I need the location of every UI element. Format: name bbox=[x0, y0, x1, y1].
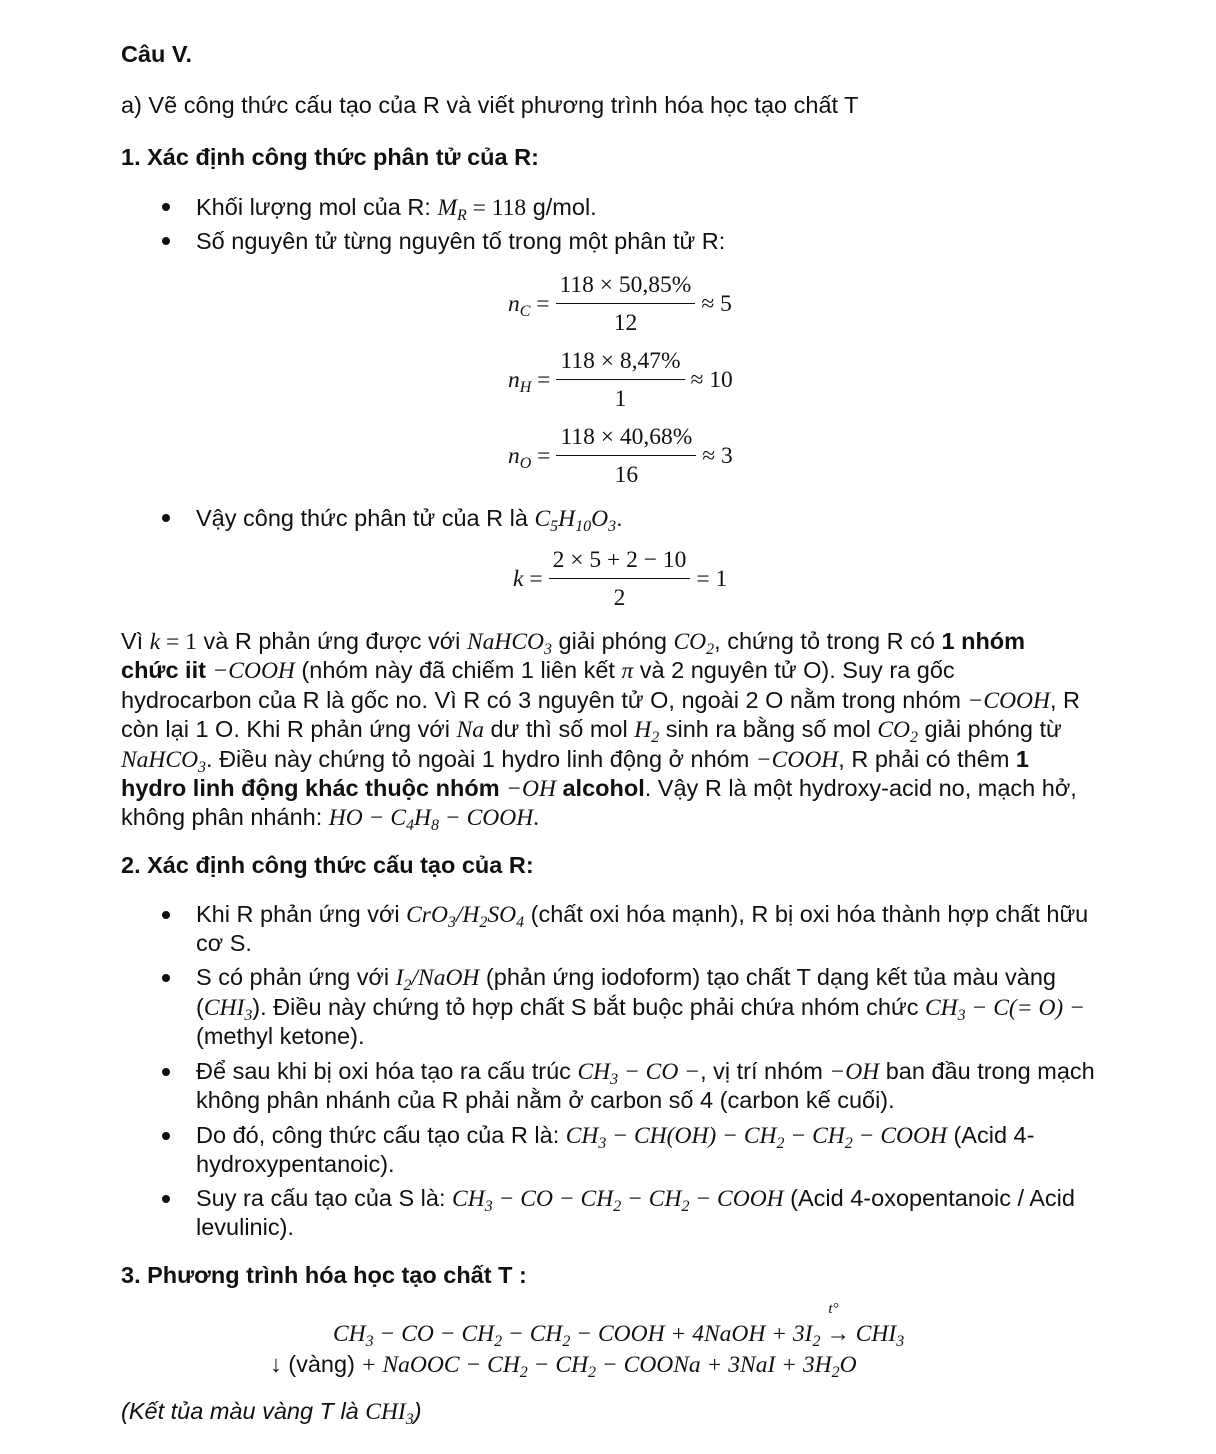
bullet bbox=[162, 974, 170, 982]
section-3-title: 3. Phương trình hóa học tạo chất T : bbox=[121, 1262, 527, 1288]
atom-count-line: Số nguyên tử từng nguyên tố trong một phân tử R: bbox=[196, 228, 726, 254]
r-structure-line-1: Do đó, công thức cấu tạo của R là: $CH_3 - CH(OH) - CH_2 - CH_2$ − COOH (Acid 4- bbox=[196, 1122, 1035, 1152]
paragraph-line-7: không phân nhánh: HO − $C_4H_8$ − COOH. bbox=[121, 804, 540, 834]
molecular-formula-line: Vậy công thức phân tử của R là $C_5H_{10}O_3$. bbox=[196, 505, 623, 535]
bullet bbox=[162, 237, 170, 245]
oxidation-line-2: cơ S. bbox=[196, 930, 252, 956]
precipitate-note: (Kết tủa màu vàng T là $CHI_3$) bbox=[121, 1398, 422, 1428]
structure-line-1: Để sau khi bị oxi hóa tạo ra cấu trúc $CH_3$ − CO −, vị trí nhóm −OH ban đầu trong mạch bbox=[196, 1058, 1095, 1088]
bullet bbox=[162, 514, 170, 522]
fraction-nc: $n_C$ = $\frac{118 \times 50,85\%}{12}$ ≈ 5 bbox=[508, 272, 732, 336]
part-a-title: a) Vẽ công thức cấu tạo của R và viết phương trình hóa học tạo chất T bbox=[121, 92, 859, 118]
iodoform-line-2: $(CHI_3)$. Điều này chứng tỏ hợp chất S bắt buộc phải chứa nhóm chức $CH_3 - C(= O)$ − bbox=[196, 994, 1085, 1024]
equation-line-1: $CH_3$ − CO − $CH_2 - CH_2$ − COOH + 4NaOH + $3I_2$ t° → $CHI_3$ bbox=[333, 1301, 905, 1350]
paragraph-line-3: hydrocarbon của R là gốc no. Vì R có 3 nguyên tử O, ngoài 2 O nằm trong nhóm −COOH, R bbox=[121, 687, 1081, 714]
paragraph-line-4: còn lại 1 O. Khi R phản ứng với Na dư thì số mol $H_2$ sinh ra bằng số mol $CO_2$ giải phóng từ bbox=[121, 716, 1062, 746]
iodoform-line-3: (methyl ketone). bbox=[196, 1023, 365, 1049]
molar-mass-line: Khối lượng mol của R: $M_R = 118$ g/mol. bbox=[196, 194, 597, 224]
iodoform-line-1: S có phản ứng với $I_2$/NaOH (phản ứng iodoform) tạo chất T dạng kết tủa màu vàng bbox=[196, 964, 1057, 994]
paragraph-line-2: chức iit −COOH (nhóm này đã chiếm 1 liên kết π và 2 nguyên tử O). Suy ra gốc bbox=[121, 657, 955, 684]
fraction-nh: $n_H$ = $\frac{118 \times 8,47\%}{1}$ ≈ 10 bbox=[508, 348, 733, 412]
equation-line-2: ↓ (vàng) + NaOOC − $CH_2 - CH_2$ − COONa + $3NaI + 3H_2O$ bbox=[270, 1351, 857, 1381]
fraction-k: k = $\frac{2 \times 5 + 2 - 10}{2}$ = 1 bbox=[513, 547, 728, 611]
r-structure-line-2: hydroxypentanoic). bbox=[196, 1151, 395, 1177]
paragraph-line-5: NaHCO$_3$. Điều này chứng tỏ ngoài 1 hydro linh động ở nhóm −COOH, R phải có thêm 1 bbox=[121, 746, 1029, 776]
oxidation-line-1: Khi R phản ứng với $CrO_3/H_2SO_4$ (chất oxi hóa mạnh), R bị oxi hóa thành hợp chất hữu bbox=[196, 901, 1089, 931]
paragraph-line-6: hydro linh động khác thuộc nhóm −OH alcohol. Vậy R là một hydroxy-acid no, mạch hở, bbox=[121, 775, 1077, 802]
structure-line-2: không phân nhánh của R phải nằm ở carbon số 4 (carbon kế cuối). bbox=[196, 1087, 895, 1113]
bullet bbox=[162, 1195, 170, 1203]
paragraph-line-1: Vì k = 1 và R phản ứng được với NaHCO$_3$ giải phóng $CO_2$, chứng tỏ trong R có 1 nhóm bbox=[121, 628, 1026, 658]
s-structure-line-1: Suy ra cấu tạo của S là: $CH_3$ − CO − $CH_2 - CH_2$ − COOH (Acid 4-oxopentanoic / Acid bbox=[196, 1185, 1075, 1215]
bullet bbox=[162, 203, 170, 211]
bullet bbox=[162, 1068, 170, 1076]
section-1-title: 1. Xác định công thức phân tử của R: bbox=[121, 144, 539, 170]
s-structure-line-2: levulinic). bbox=[196, 1214, 294, 1240]
section-heading: Câu V. bbox=[121, 41, 192, 67]
reaction-arrow: t° → bbox=[826, 1301, 850, 1347]
bullet bbox=[162, 1132, 170, 1140]
bullet bbox=[162, 911, 170, 919]
fraction-no: $n_O$ = $\frac{118 \times 40,68\%}{16}$ ≈ 3 bbox=[508, 424, 733, 488]
section-2-title: 2. Xác định công thức cấu tạo của R: bbox=[121, 852, 534, 878]
